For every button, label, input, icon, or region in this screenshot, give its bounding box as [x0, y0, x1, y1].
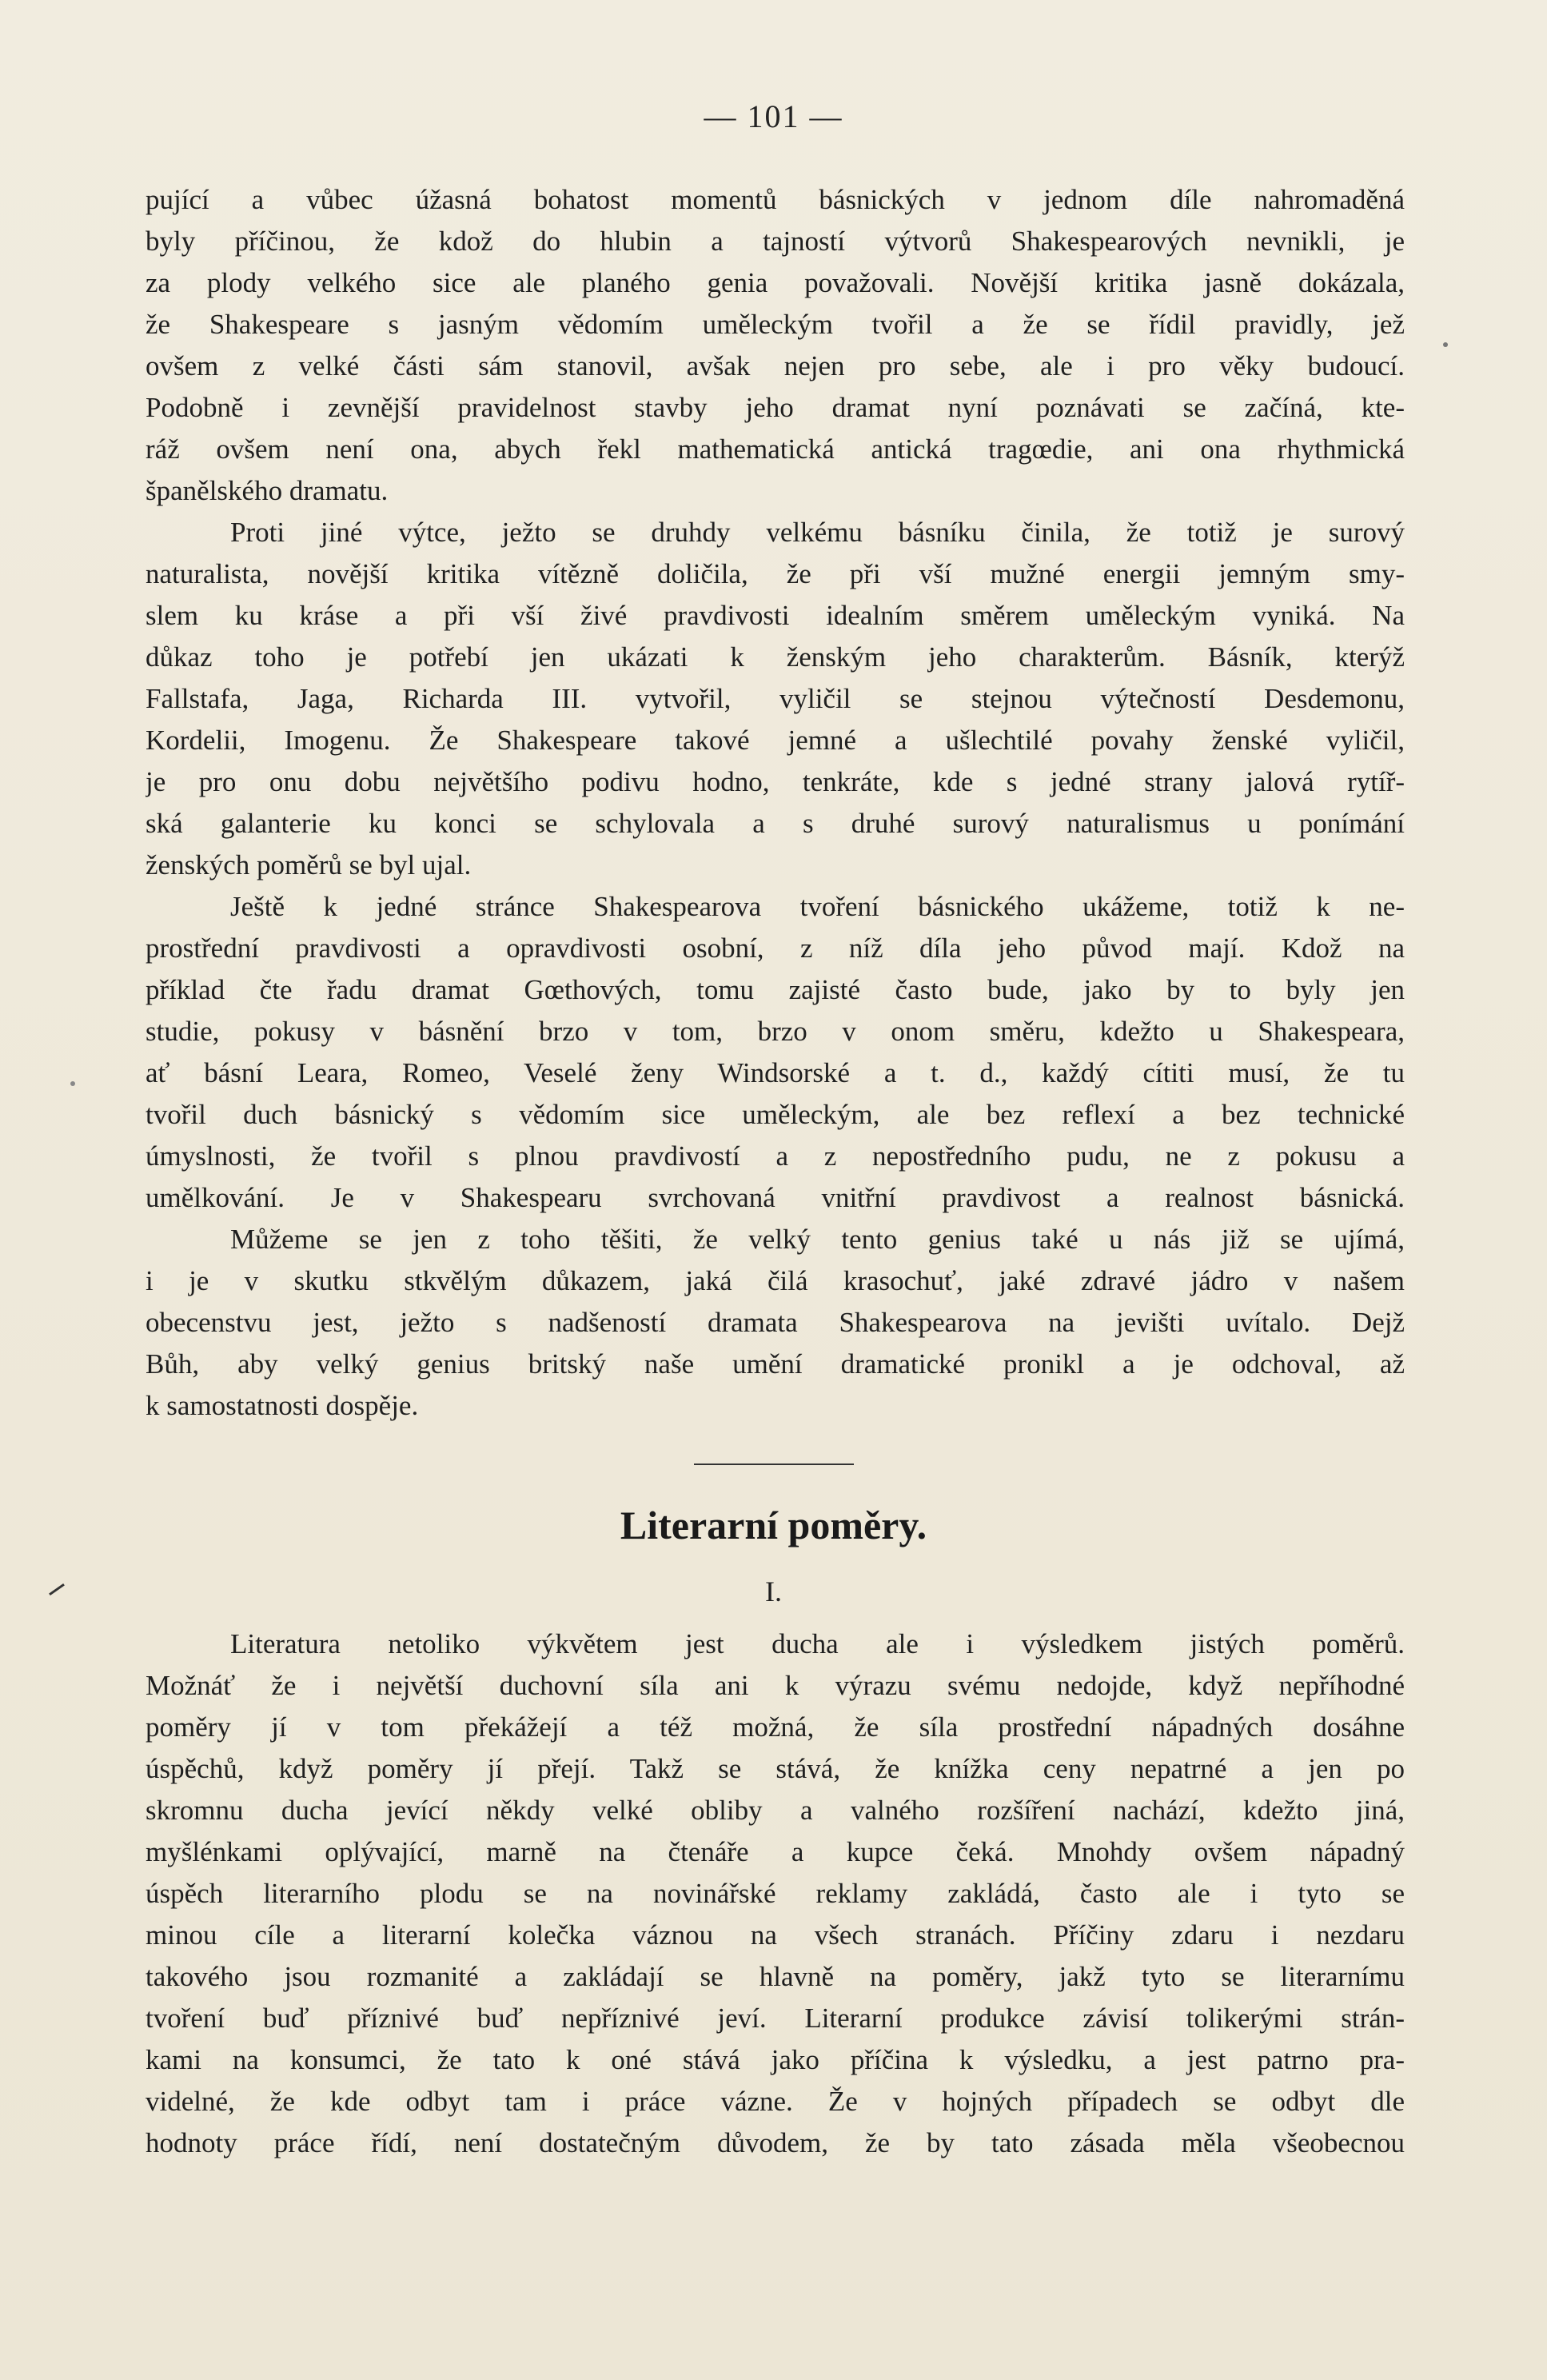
body-text-top [146, 179, 1405, 1427]
text-line: k samostatnosti dospěje. [146, 1390, 419, 1421]
text-line: naturalista, novější kritika vítězně doličila, že při vší mužné energii jemným smy- [146, 558, 1405, 589]
body-text-bottom [146, 1623, 1405, 2164]
text-line: tvoření buď příznivé buď nepříznivé jeví. Literarní produkce závisí tolikerými strán- [146, 2003, 1405, 2034]
text-line: ovšem z velké části sám stanovil, avšak nejen pro sebe, ale i pro věky budoucí. [146, 350, 1405, 381]
text-line: videlné, že kde odbyt tam i práce vázne. Že v hojných případech se odbyt dle [146, 2086, 1405, 2117]
text-line: tvořil duch básnický s vědomím sice uměleckým, ale bez reflexí a bez technické [146, 1099, 1405, 1130]
ink-speck [70, 1081, 75, 1086]
text-line: myšlénkami oplývající, marně na čtenáře a kupce čeká. Mnohdy ovšem nápadný [146, 1836, 1405, 1867]
text-line: úspěch literarního plodu se na novinářské reklamy zakládá, často ale i tyto se [146, 1878, 1405, 1909]
text-line: byly příčinou, že kdož do hlubin a tajností výtvorů Shakespearových nevnikli, je [146, 226, 1405, 257]
text-line: slem ku kráse a při vší živé pravdivosti idealním směrem uměleckým vyniká. Na [146, 600, 1405, 631]
text-line: prostřední pravdivosti a opravdivosti osobní, z níž díla jeho původ mají. Kdož na [146, 932, 1405, 964]
text-line: Literatura netoliko výkvětem jest ducha ale i výsledkem jistých poměrů. [230, 1628, 1405, 1659]
text-line: ráž ovšem není ona, abych řekl mathematická antická tragœdie, ani ona rhythmická [146, 433, 1405, 465]
text-line: pující a vůbec úžasná bohatost momentů básnických v jednom díle nahromaděná [146, 184, 1405, 215]
text-line: ská galanterie ku konci se schylovala a s druhé surový naturalismus u ponímání [146, 808, 1405, 839]
text-line: studie, pokusy v básnění brzo v tom, brzo v onom směru, kdežto u Shakespeara, [146, 1016, 1405, 1047]
text-line: poměry jí v tom překážejí a též možná, že síla prostřední nápadných dosáhne [146, 1711, 1405, 1743]
ink-speck [1443, 342, 1448, 347]
text-line: že Shakespeare s jasným vědomím uměleckým tvořil a že se řídil pravidly, jež [146, 309, 1405, 340]
text-line: španělského dramatu. [146, 475, 389, 506]
text-line: Kordelii, Imogenu. Že Shakespeare takové jemné a ušlechtilé povahy ženské vyličil, [146, 725, 1405, 756]
text-line: důkaz toho je potřebí jen ukázati k ženským jeho charakterům. Básník, kterýž [146, 641, 1405, 673]
text-line: takového jsou rozmanité a zakládají se hlavně na poměry, jakž tyto se literarnímu [146, 1961, 1405, 1992]
text-line: za plody velkého sice ale planého genia považovali. Novější kritika jasně dokázala, [146, 267, 1405, 298]
text-line: i je v skutku stkvělým důkazem, jaká čilá krasochuť, jaké zdravé jádro v našem [146, 1265, 1405, 1296]
section-title: Literarní poměry. [620, 1503, 927, 1547]
text-line: obecenstvu jest, ježto s nadšeností dramata Shakespearova na jevišti uvítalo. Dejž [146, 1307, 1405, 1338]
section-number: I. [765, 1575, 782, 1607]
text-line: úmyslnosti, že tvořil s plnou pravdivostí a z nepostředního pudu, ne z pokusu a [146, 1140, 1405, 1172]
text-line: Bůh, aby velký genius britský naše umění dramatické pronikl a je odchoval, až [146, 1348, 1405, 1380]
text-line: příklad čte řadu dramat Gœthových, tomu zajisté často bude, jako by to byly jen [146, 974, 1405, 1005]
text-line: Možnáť že i největší duchovní síla ani k výrazu svému nedojde, když nepříhodné [146, 1670, 1405, 1701]
section-divider [694, 1464, 854, 1465]
text-line: je pro onu dobu největšího podivu hodno, tenkráte, kde s jedné strany jalová rytíř- [146, 766, 1405, 797]
text-line: úspěchů, když poměry jí přejí. Takž se stává, že knížka ceny nepatrné a jen po [146, 1753, 1405, 1784]
text-line: Fallstafa, Jaga, Richarda III. vytvořil, vyličil se stejnou výtečností Desdemonu, [146, 683, 1405, 714]
text-line: Ještě k jedné stránce Shakespearova tvoření básnického ukážeme, totiž k ne- [230, 891, 1405, 922]
text-line: skromnu ducha jevící někdy velké obliby a valného rozšíření nachází, kdežto jiná, [146, 1795, 1405, 1826]
text-line: hodnoty práce řídí, není dostatečným důvodem, že by tato zásada měla všeobecnou [146, 2127, 1405, 2158]
text-line: Můžeme se jen z toho těšiti, že velký tento genius také u nás již se ujímá, [230, 1224, 1405, 1255]
text-line: kami na konsumci, že tato k oné stává jako příčina k výsledku, a jest patrno pra- [146, 2044, 1405, 2075]
text-line: Podobně i zevnější pravidelnost stavby jeho dramat nyní poznávati se začíná, kte- [146, 392, 1405, 423]
text-line: ženských poměrů se byl ujal. [146, 849, 472, 881]
page-number: — 101 — [704, 98, 843, 134]
text-line: minou cíle a literarní kolečka váznou na všech stranách. Příčiny zdaru i nezdaru [146, 1919, 1405, 1951]
text-line: Proti jiné výtce, ježto se druhdy velkému básníku činila, že totiž je surový [230, 517, 1405, 548]
text-line: umělkování. Je v Shakespearu svrchovaná vnitřní pravdivost a realnost básnická. [146, 1182, 1405, 1213]
text-line: ať básní Leara, Romeo, Veselé ženy Windsorské a t. d., každý cítiti musí, že tu [146, 1057, 1405, 1088]
